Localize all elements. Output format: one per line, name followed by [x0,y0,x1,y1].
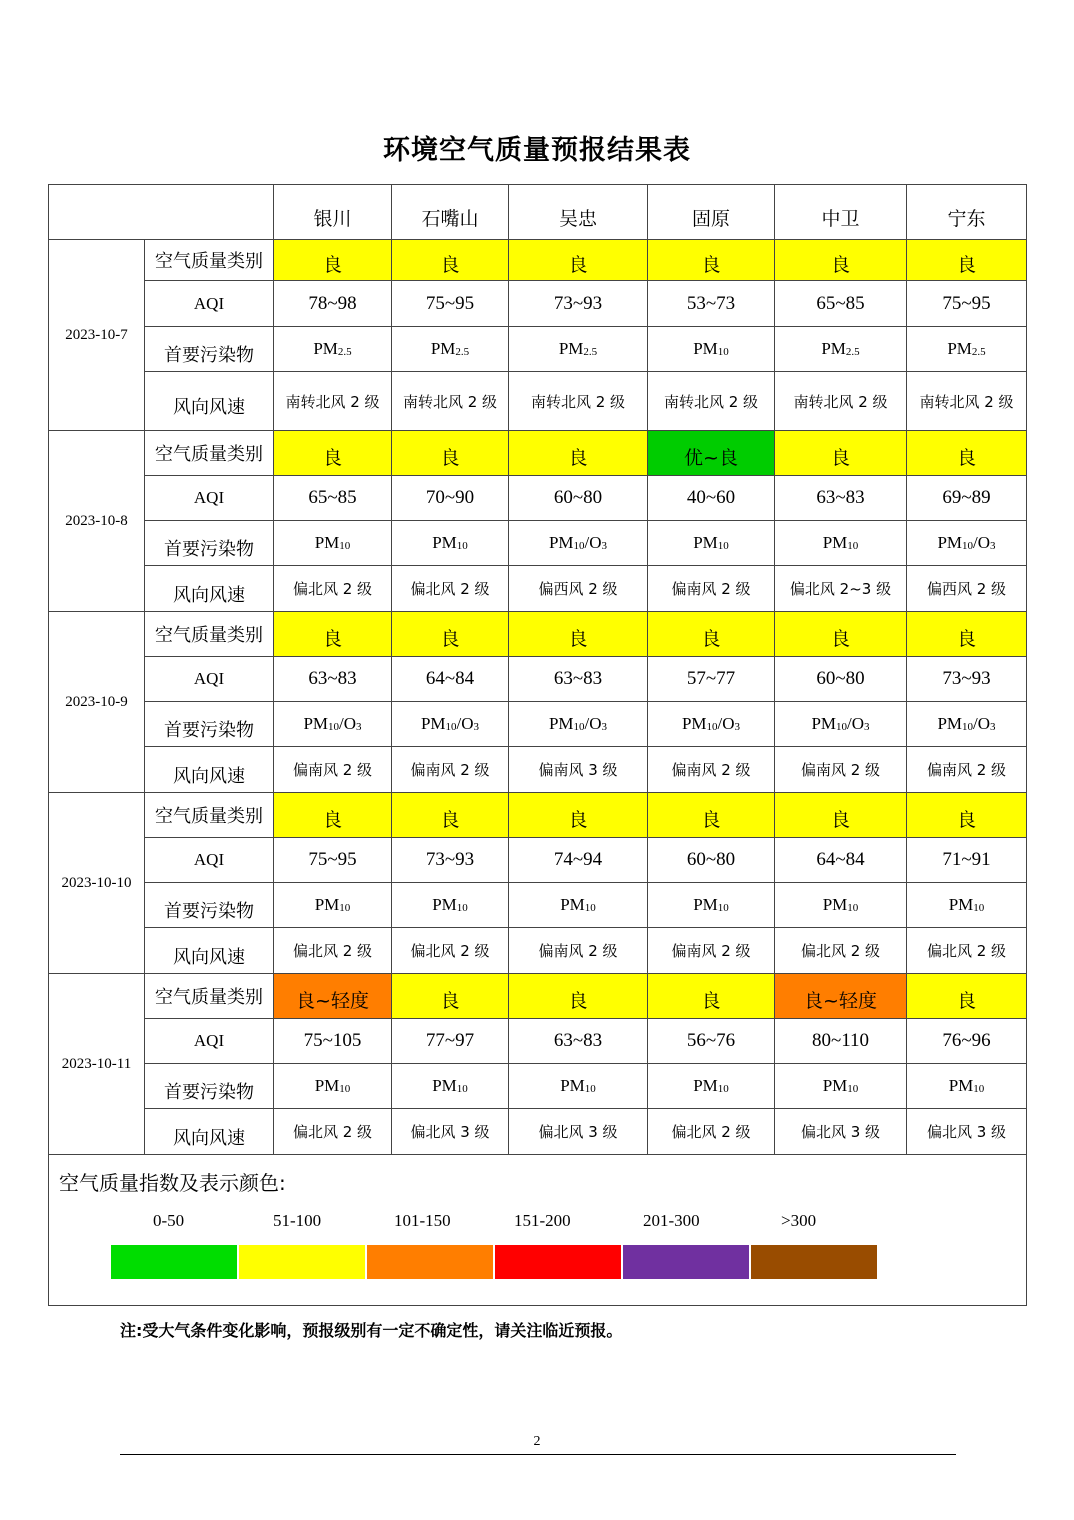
wind-row [49,1109,1027,1155]
pollutant-subscript: 10 [456,902,468,914]
primary-pollutant [775,702,907,747]
pollutant-secondary: /O [717,714,735,733]
aqi-value: 57~77 [648,657,775,702]
air-quality-category: 良 [392,974,509,1019]
pollutant-subscript: 10 [847,902,859,914]
air-quality-category: 良 [648,793,775,838]
pollutant-base: PM [313,339,338,358]
pollutant-subscript: 10 [573,540,585,552]
legend-row [49,1155,1027,1306]
pollutant-subscript: 10 [456,1083,468,1095]
aqi-value: 76~96 [907,1019,1027,1064]
row-label-wind: 风向风速 [145,372,274,431]
primary-pollutant [509,1064,648,1109]
air-quality-category: 良 [392,793,509,838]
pollutant-row [49,521,1027,566]
forecast-table [48,184,1027,1306]
aqi-value: 75~95 [274,838,392,883]
aqi-value: 60~80 [509,476,648,521]
row-label-category: 空气质量类别 [145,612,274,657]
air-quality-category: 良~轻度 [274,974,392,1019]
forecast-date: 2023-10-7 [49,240,145,431]
primary-pollutant [274,1064,392,1109]
pollutant-base: PM [948,895,974,914]
pollutant-row [49,883,1027,928]
primary-pollutant [509,702,648,747]
forecast-date: 2023-10-9 [49,612,145,793]
pollutant-base: PM [314,533,340,552]
aqi-value: 70~90 [392,476,509,521]
pollutant-base: PM [948,1076,974,1095]
pollutant-secondary: /O [584,714,602,733]
pollutant-subscript: 10 [328,721,340,733]
wind-forecast: 南转北风 2 级 [392,372,509,431]
pollutant-base: PM [822,895,848,914]
legend-range-label: 101-150 [394,1211,451,1230]
wind-row [49,566,1027,612]
wind-forecast: 偏北风 2 级 [907,928,1027,974]
aqi-value: 75~95 [392,281,509,327]
primary-pollutant [907,702,1027,747]
aqi-value: 53~73 [648,281,775,327]
primary-pollutant [775,883,907,928]
legend-color-bar [111,1245,877,1279]
pollutant-secondary-subscript: 3 [601,721,608,733]
wind-forecast: 偏西风 2 级 [907,566,1027,612]
air-quality-category: 良 [274,431,392,476]
pollutant-base: PM [693,1076,718,1095]
row-label-wind: 风向风速 [145,928,274,974]
pollutant-secondary: /O [339,714,357,733]
pollutant-secondary-subscript: 3 [601,540,608,552]
aqi-row [49,657,1027,702]
air-quality-category: 良 [509,431,648,476]
pollutant-secondary: /O [456,714,474,733]
legend-color-swatch [111,1245,239,1279]
city-header: 银川 [274,185,392,240]
row-label-pollutant: 首要污染物 [145,327,274,372]
legend-title: 空气质量指数及表示颜色: [59,1171,286,1195]
air-quality-category: 良 [509,793,648,838]
wind-forecast: 偏北风 2 级 [274,928,392,974]
pollutant-subscript: 10 [717,540,729,552]
wind-row [49,928,1027,974]
wind-row [49,747,1027,793]
primary-pollutant [274,702,392,747]
primary-pollutant [274,327,392,372]
legend-range-label: 0-50 [153,1211,185,1230]
row-label-wind: 风向风速 [145,747,274,793]
pollutant-base: PM [432,533,457,552]
forecast-date: 2023-10-10 [49,793,145,974]
aqi-value: 64~84 [392,657,509,702]
pollutant-secondary: /O [973,533,991,552]
pollutant-base: PM [693,533,718,552]
wind-forecast: 偏南风 2 级 [648,566,775,612]
pollutant-base: PM [693,895,718,914]
primary-pollutant [274,883,392,928]
air-quality-category: 良~轻度 [775,974,907,1019]
wind-forecast: 偏北风 2 级 [775,928,907,974]
air-quality-category: 良 [907,431,1027,476]
pollutant-base: PM [548,533,574,552]
row-label-category: 空气质量类别 [145,240,274,281]
aqi-value: 77~97 [392,1019,509,1064]
pollutant-base: PM [693,339,718,358]
aqi-row [49,281,1027,327]
pollutant-subscript: 10 [847,540,859,552]
pollutant-secondary: /O [584,533,602,552]
header-blank [49,185,274,240]
legend-color-swatch [239,1245,367,1279]
pollutant-base: PM [560,895,585,914]
pollutant-subscript: 10 [339,902,351,914]
wind-forecast: 南转北风 2 级 [509,372,648,431]
air-quality-category: 良 [907,974,1027,1019]
wind-forecast: 南转北风 2 级 [274,372,392,431]
pollutant-row [49,1064,1027,1109]
legend-range-label: 51-100 [273,1211,322,1230]
pollutant-subscript: 10 [836,721,848,733]
pollutant-base: PM [937,533,963,552]
pollutant-base: PM [821,339,846,358]
primary-pollutant [648,883,775,928]
air-quality-category: 良 [648,240,775,281]
row-label-category: 空气质量类别 [145,431,274,476]
primary-pollutant [907,327,1027,372]
pollutant-base: PM [811,714,837,733]
legend-color-swatch [751,1245,877,1279]
pollutant-base: PM [303,714,329,733]
air-quality-category: 良 [775,793,907,838]
pollutant-subscript: 2.5 [455,346,470,358]
air-quality-category: 良 [648,974,775,1019]
aqi-value: 56~76 [648,1019,775,1064]
primary-pollutant [648,1064,775,1109]
air-quality-category: 良 [274,240,392,281]
row-label-wind: 风向风速 [145,1109,274,1155]
primary-pollutant [392,327,509,372]
row-label-aqi: AQI [145,838,274,883]
row-label-pollutant: 首要污染物 [145,521,274,566]
wind-forecast: 偏北风 3 级 [907,1109,1027,1155]
air-quality-category: 良 [392,612,509,657]
air-quality-category: 良 [274,612,392,657]
category-row [49,793,1027,838]
air-quality-category: 优~良 [648,431,775,476]
primary-pollutant [509,521,648,566]
wind-forecast: 偏南风 2 级 [509,928,648,974]
pollutant-subscript: 2.5 [337,346,352,358]
aqi-value: 63~83 [274,657,392,702]
wind-forecast: 偏南风 2 级 [775,747,907,793]
pollutant-base: PM [548,714,574,733]
page-number: 2 [533,1434,541,1449]
primary-pollutant [392,702,509,747]
pollutant-subscript: 10 [584,902,596,914]
primary-pollutant [907,521,1027,566]
pollutant-subscript: 10 [706,721,718,733]
aqi-value: 64~84 [775,838,907,883]
pollutant-base: PM [314,1076,340,1095]
primary-pollutant [274,521,392,566]
aqi-value: 78~98 [274,281,392,327]
aqi-value: 73~93 [509,281,648,327]
air-quality-category: 良 [509,612,648,657]
row-label-category: 空气质量类别 [145,974,274,1019]
wind-forecast: 偏北风 2 级 [274,566,392,612]
city-header: 固原 [648,185,775,240]
pollutant-subscript: 10 [573,721,585,733]
aqi-row [49,1019,1027,1064]
pollutant-base: PM [822,1076,848,1095]
aqi-value: 65~85 [274,476,392,521]
pollutant-subscript: 10 [717,346,729,358]
primary-pollutant [775,1064,907,1109]
pollutant-row [49,327,1027,372]
primary-pollutant [392,521,509,566]
wind-row [49,372,1027,431]
legend-color-swatch [367,1245,495,1279]
city-header: 中卫 [775,185,907,240]
row-label-aqi: AQI [145,1019,274,1064]
wind-forecast: 南转北风 2 级 [648,372,775,431]
pollutant-secondary-subscript: 3 [990,540,996,552]
wind-forecast: 偏南风 2 级 [907,747,1027,793]
city-header: 吴忠 [509,185,648,240]
pollutant-subscript: 2.5 [845,346,860,358]
wind-forecast: 偏北风 2 级 [648,1109,775,1155]
pollutant-subscript: 10 [973,902,985,914]
pollutant-base: PM [822,533,848,552]
air-quality-category: 良 [775,240,907,281]
air-quality-category: 良 [509,240,648,281]
forecast-date: 2023-10-11 [49,974,145,1155]
pollutant-subscript: 10 [962,721,974,733]
pollutant-subscript: 10 [584,1083,596,1095]
primary-pollutant [648,521,775,566]
row-label-aqi: AQI [145,657,274,702]
pollutant-base: PM [430,339,456,358]
category-row [49,974,1027,1019]
primary-pollutant [392,883,509,928]
pollutant-subscript: 10 [445,721,457,733]
row-label-aqi: AQI [145,476,274,521]
primary-pollutant [648,327,775,372]
pollutant-subscript: 10 [456,540,468,552]
wind-forecast: 偏北风 2 级 [392,928,509,974]
row-label-pollutant: 首要污染物 [145,883,274,928]
aqi-value: 40~60 [648,476,775,521]
primary-pollutant [775,327,907,372]
pollutant-subscript: 10 [973,1083,985,1095]
forecast-date: 2023-10-8 [49,431,145,612]
row-label-wind: 风向风速 [145,566,274,612]
aqi-value: 73~93 [392,838,509,883]
pollutant-base: PM [314,895,340,914]
city-header: 石嘴山 [392,185,509,240]
aqi-value: 63~83 [775,476,907,521]
pollutant-base: PM [947,339,972,358]
category-row [49,431,1027,476]
wind-forecast: 偏南风 2 级 [648,747,775,793]
pollutant-subscript: 2.5 [971,346,986,358]
primary-pollutant [907,883,1027,928]
category-row [49,240,1027,281]
page-title: 环境空气质量预报结果表 [383,135,691,166]
pollutant-subscript: 10 [962,540,974,552]
aqi-value: 80~110 [775,1019,907,1064]
legend-labels [49,1211,1026,1235]
primary-pollutant [648,702,775,747]
aqi-row [49,838,1027,883]
wind-forecast: 偏北风 3 级 [509,1109,648,1155]
air-quality-category: 良 [509,974,648,1019]
air-quality-category: 良 [907,240,1027,281]
aqi-value: 65~85 [775,281,907,327]
wind-forecast: 南转北风 2 级 [775,372,907,431]
header-row [49,185,1027,240]
aqi-value: 71~91 [907,838,1027,883]
pollutant-subscript: 10 [717,1083,729,1095]
category-row [49,612,1027,657]
pollutant-subscript: 10 [339,540,351,552]
aqi-color-legend [49,1155,1027,1306]
pollutant-secondary-subscript: 3 [473,721,480,733]
primary-pollutant [907,1064,1027,1109]
air-quality-category: 良 [392,240,509,281]
pollutant-base: PM [560,1076,585,1095]
pollutant-subscript: 10 [847,1083,859,1095]
wind-forecast: 偏北风 2~3 级 [775,566,907,612]
aqi-row [49,476,1027,521]
aqi-value: 73~93 [907,657,1027,702]
pollutant-secondary-subscript: 3 [990,721,996,733]
wind-forecast: 偏南风 3 级 [509,747,648,793]
air-quality-category: 良 [907,793,1027,838]
wind-forecast: 偏北风 3 级 [392,1109,509,1155]
wind-forecast: 偏北风 2 级 [392,566,509,612]
disclaimer-note: 注:受大气条件变化影响，预报级别有一定不确定性，请关注临近预报。 [120,1321,623,1340]
air-quality-category: 良 [907,612,1027,657]
legend-range-label: 151-200 [514,1211,571,1230]
wind-forecast: 偏西风 2 级 [509,566,648,612]
city-header: 宁东 [907,185,1027,240]
wind-forecast: 偏北风 2 级 [274,1109,392,1155]
wind-forecast: 偏南风 2 级 [392,747,509,793]
pollutant-secondary: /O [973,714,991,733]
legend-range-label: >300 [781,1211,817,1230]
aqi-value: 75~95 [907,281,1027,327]
primary-pollutant [392,1064,509,1109]
legend-color-swatch [623,1245,751,1279]
pollutant-subscript: 10 [339,1083,351,1095]
aqi-value: 60~80 [775,657,907,702]
primary-pollutant [509,327,648,372]
pollutant-base: PM [937,714,963,733]
row-label-category: 空气质量类别 [145,793,274,838]
footer-divider [120,1454,956,1455]
pollutant-base: PM [420,714,446,733]
primary-pollutant [509,883,648,928]
wind-forecast: 偏北风 3 级 [775,1109,907,1155]
wind-forecast: 南转北风 2 级 [907,372,1027,431]
row-label-pollutant: 首要污染物 [145,702,274,747]
pollutant-secondary-subscript: 3 [356,721,362,733]
wind-forecast: 偏南风 2 级 [648,928,775,974]
row-label-aqi: AQI [145,281,274,327]
pollutant-secondary-subscript: 3 [734,721,741,733]
air-quality-category: 良 [392,431,509,476]
primary-pollutant [775,521,907,566]
aqi-value: 60~80 [648,838,775,883]
pollutant-base: PM [432,895,457,914]
aqi-value: 75~105 [274,1019,392,1064]
air-quality-category: 良 [648,612,775,657]
pollutant-subscript: 10 [717,902,729,914]
aqi-value: 74~94 [509,838,648,883]
pollutant-base: PM [432,1076,457,1095]
pollutant-secondary-subscript: 3 [864,721,870,733]
aqi-value: 63~83 [509,1019,648,1064]
legend-color-swatch [495,1245,623,1279]
pollutant-base: PM [681,714,707,733]
pollutant-subscript: 2.5 [583,346,598,358]
pollutant-base: PM [558,339,584,358]
pollutant-secondary: /O [847,714,865,733]
wind-forecast: 偏南风 2 级 [274,747,392,793]
air-quality-category: 良 [775,431,907,476]
aqi-value: 69~89 [907,476,1027,521]
legend-range-label: 201-300 [643,1211,700,1230]
row-label-pollutant: 首要污染物 [145,1064,274,1109]
pollutant-row [49,702,1027,747]
aqi-value: 63~83 [509,657,648,702]
air-quality-category: 良 [274,793,392,838]
air-quality-category: 良 [775,612,907,657]
